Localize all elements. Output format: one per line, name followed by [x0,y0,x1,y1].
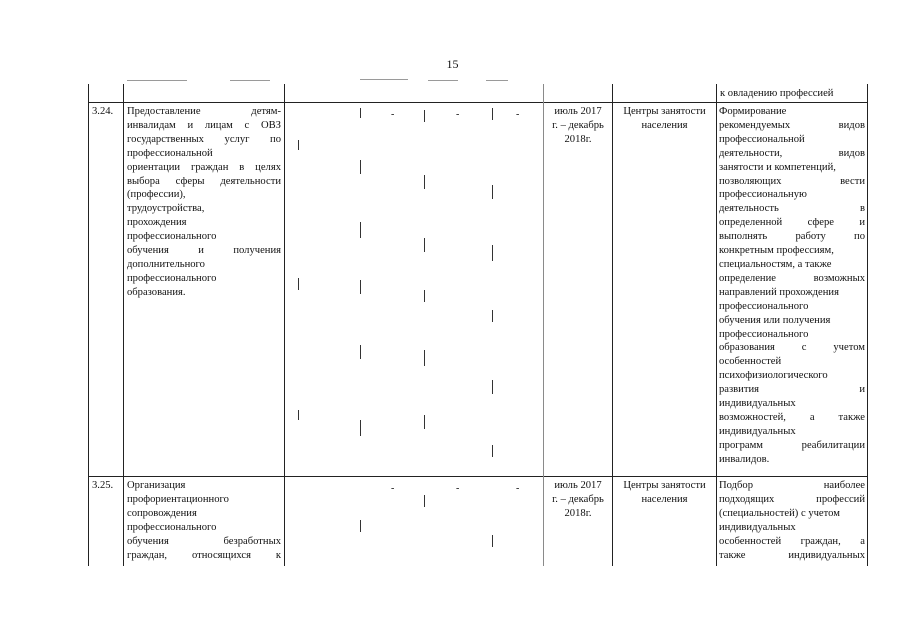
result-line: занятости и компетенций, [719,161,836,173]
result-line: Подбор наиболее [719,480,865,491]
period-line: 2018г. [564,133,592,145]
name-line: дополнительного [127,258,205,270]
period-line: г. – декабрь [552,493,604,505]
period-line: г. – декабрь [552,119,604,131]
result-line: особенностей [719,356,782,368]
scan-rule-tick [360,160,361,174]
name-line: государственных услуг по [127,133,281,145]
scan-rule-tick [424,238,425,252]
row-divider [88,476,868,477]
column-divider-period [612,84,613,566]
result-cell-continuation [720,87,865,101]
name-line: профессиональной [127,147,213,159]
scan-rule-tick [360,280,361,294]
row-number: 3.24. [92,106,114,117]
result-line: образования с учетом [719,342,865,354]
scan-rule-tick [492,535,493,547]
page-number: 15 [446,57,459,71]
period-cell [546,479,610,521]
result-line: психофизиологического [719,370,828,382]
scan-mark [486,80,508,81]
result-line: развития и [719,384,865,396]
scan-rule-tick [360,108,361,118]
scan-mark [127,80,187,81]
scan-rule-tick [360,420,361,436]
scan-rule-tick [492,445,493,457]
executor-cell [614,105,715,133]
name-line: Организация [127,480,186,491]
executor-line: Центры занятости [623,106,706,117]
column-divider-num [123,84,124,566]
scan-mark [428,80,458,81]
executor-line: населения [641,119,688,131]
result-line: определенной сфере и [719,217,865,229]
scan-rule-tick [298,410,299,420]
scan-rule-tick [360,345,361,359]
measure-name-cell [127,105,281,300]
scan-rule-tick [298,140,299,150]
name-line: прохождения [127,217,187,229]
name-line: обучения безработных [127,535,281,547]
scan-rule-tick [298,278,299,290]
result-line: особенностей граждан, а [719,535,865,547]
name-line: образования. [127,286,186,298]
name-line: профессионального [127,231,217,243]
scan-rule-tick [424,350,425,366]
result-line: специальностям, а также [719,258,832,270]
scan-rule-tick [492,108,493,120]
column-divider-executor [716,84,717,566]
result-line: деятельность в [719,203,865,215]
column-divider-name [284,84,285,566]
period-line: июль 2017 [554,106,602,117]
name-line: сопровождения [127,507,197,519]
result-line: рекомендуемых видов [719,119,865,131]
result-line: обучения или получения [719,314,831,326]
result-line: подходящих профессий [719,493,865,505]
result-line: индивидуальных [719,425,796,437]
scan-rule-tick [424,110,425,122]
result-line: конкретным профессиям, [719,245,834,257]
period-line: июль 2017 [554,480,602,491]
result-line: определение возможных [719,272,865,284]
scan-rule-tick [424,415,425,429]
measure-name-cell [127,479,281,562]
scan-rule-tick [492,185,493,199]
scan-rule-tick [492,310,493,322]
name-line: (профессии), [127,189,186,201]
executor-line: населения [641,493,688,505]
result-line: профессионального [719,300,809,312]
empty-value-dash: - [516,109,520,120]
result-line: профессиональной [719,133,805,145]
result-line: возможностей, а также [719,411,865,423]
name-line: профессионального [127,272,217,284]
name-line: профориентационного [127,493,229,505]
result-line: к овладению профессией [720,88,834,99]
row-divider [88,102,868,103]
empty-value-dash: - [391,109,395,120]
scan-rule-tick [360,520,361,532]
name-line: обучения и получения [127,245,281,257]
result-line: профессиональную [719,189,807,201]
scan-rule-tick [424,495,425,507]
scan-rule-tick [492,380,493,394]
name-line: граждан, относящихся к [127,549,281,561]
table-left-border [88,84,89,566]
scan-rule-tick [492,245,493,261]
result-line: индивидуальных [719,398,796,410]
empty-value-dash: - [456,483,460,494]
scan-rule-tick [424,290,425,302]
result-line: инвалидов. [719,453,770,465]
scan-mark [230,80,270,81]
name-line: выбора сферы деятельности [127,175,281,187]
name-line: профессионального [127,521,217,533]
table-right-border [867,84,868,566]
empty-value-dash: - [456,109,460,120]
name-line: инвалидам и лицам с ОВЗ [127,119,281,131]
name-line: Предоставление детям- [127,106,281,117]
empty-value-dash: - [391,483,395,494]
result-cell [719,105,865,467]
row-number: 3.25. [92,480,114,491]
result-line: также индивидуальных [719,549,865,561]
result-line: направлений прохождения [719,286,839,298]
result-line: программ реабилитации [719,439,865,451]
scan-rule-tick [360,222,361,238]
result-line: позволяющих вести [719,175,865,187]
result-line: Формирование [719,106,787,117]
column-divider-period [543,84,544,566]
period-cell [546,105,610,147]
result-line: (специальностей) с учетом [719,507,840,519]
result-line: профессионального [719,328,809,340]
scan-rule-tick [424,175,425,189]
empty-value-dash: - [516,483,520,494]
period-line: 2018г. [564,507,592,519]
result-cell [719,479,865,562]
name-line: ориентации граждан в целях [127,161,281,173]
result-line: выполнять работу по [719,231,865,243]
result-line: индивидуальных [719,521,796,533]
name-line: трудоустройства, [127,203,205,215]
result-line: деятельности, видов [719,147,865,159]
executor-cell [614,479,715,507]
scan-mark [360,79,408,80]
executor-line: Центры занятости [623,480,706,491]
